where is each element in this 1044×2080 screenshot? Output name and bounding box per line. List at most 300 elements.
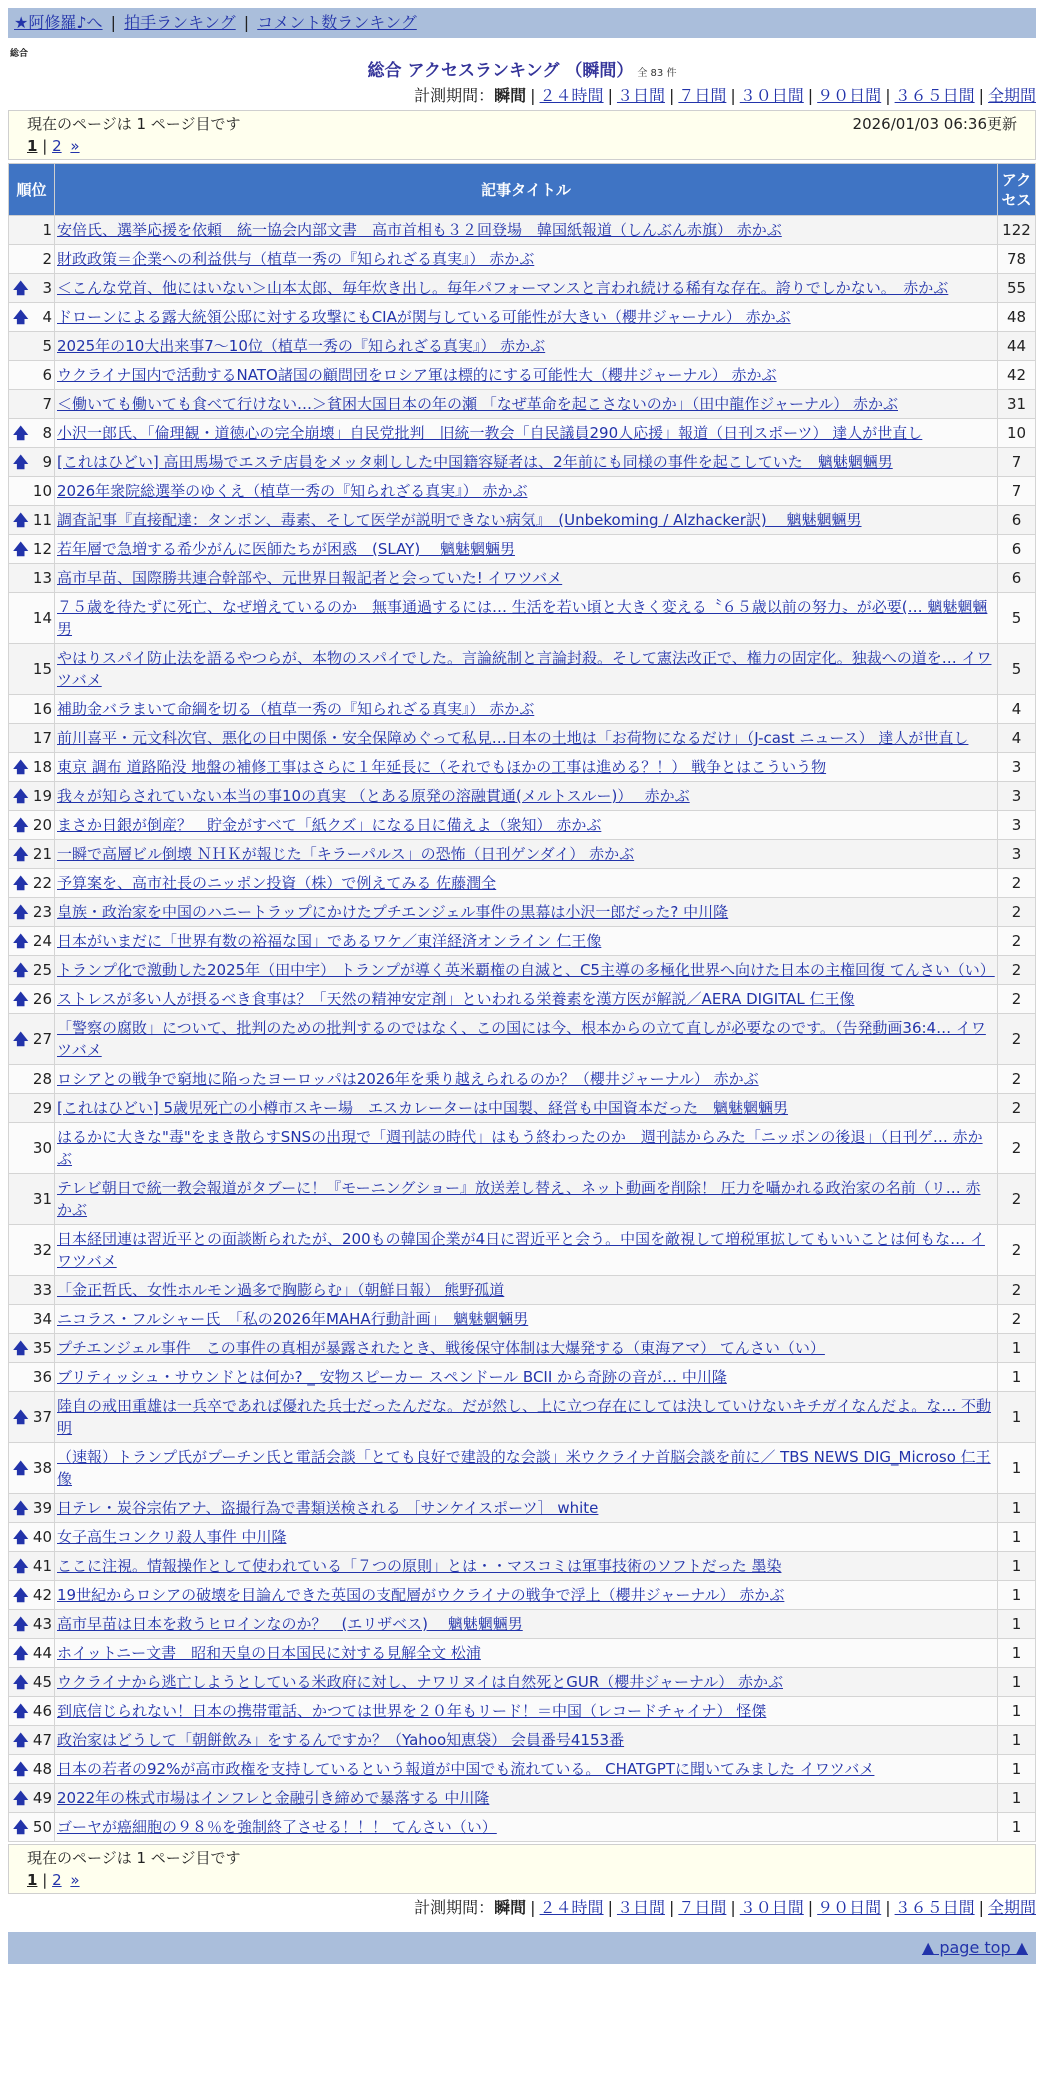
article-title-link[interactable]: 皇族・政治家を中国のハニートラップにかけたプチエンジェル事件の黒幕は小沢一郎だった? 中川隆 xyxy=(57,903,729,921)
rank-number: 21 xyxy=(32,845,52,863)
rank-cell xyxy=(9,724,55,753)
ranking-row xyxy=(9,782,1036,811)
period-option-link[interactable]: ７日間 xyxy=(678,1898,727,1917)
rank-number: 33 xyxy=(32,1281,52,1299)
rank-cell xyxy=(9,869,55,898)
title-cell xyxy=(55,1123,998,1174)
article-title-link[interactable]: 「警察の腐敗」について、批判のための批判するのではなく、この国には今、根本からの立て直しが必要なのです。（告発動画36:4… イワツバメ xyxy=(57,1019,986,1059)
rank-up-arrow-icon: 🡅 xyxy=(13,1702,29,1720)
rank-cell xyxy=(9,1014,55,1065)
rank-number: 43 xyxy=(32,1615,52,1633)
rank-cell xyxy=(9,1668,55,1697)
rank-number: 2 xyxy=(42,250,52,268)
access-count: 2 xyxy=(998,898,1036,927)
article-title-link[interactable]: （速報）トランプ氏がプーチン氏と電話会談「とても良好で建設的な会談」米ウクライナ首脳会談を前に／ TBS NEWS DIG_Microso 仁王像 xyxy=(57,1448,991,1488)
ranking-row xyxy=(9,216,1036,245)
period-label: 計測期間： xyxy=(414,1898,495,1917)
article-title-link[interactable]: 高市早苗は日本を救うヒロインなのか？ (エリザベス) 魑魅魍魎男 xyxy=(57,1615,523,1633)
ranking-row xyxy=(9,956,1036,985)
access-count: 7 xyxy=(998,477,1036,506)
ranking-row xyxy=(9,274,1036,303)
title-cell xyxy=(55,1443,998,1494)
rank-cell xyxy=(9,927,55,956)
rank-cell xyxy=(9,1784,55,1813)
page-link-2[interactable]: 2 xyxy=(52,1871,62,1889)
access-count: 48 xyxy=(998,303,1036,332)
article-title-link[interactable]: ブリティッシュ・サウンドとは何か? _ 安物スピーカー スペンドール BCII から奇跡の音が… 中川隆 xyxy=(57,1368,727,1386)
access-count: 1 xyxy=(998,1755,1036,1784)
rank-cell xyxy=(9,1552,55,1581)
ranking-row xyxy=(9,506,1036,535)
article-title-link[interactable]: 小沢一郎氏、「倫理観・道徳心の完全崩壊」自民党批判 旧統一教会「自民議員290人応援」報道（日刊スポーツ） 達人が世直し xyxy=(57,424,923,442)
rank-number: 27 xyxy=(32,1030,52,1048)
article-title-link[interactable]: 政治家はどうして「朝餅飲み」をするんですか？（Yahoo知恵袋） 会員番号4153番 xyxy=(57,1731,625,1749)
title-cell xyxy=(55,644,998,695)
title-cell xyxy=(55,1174,998,1225)
period-separator: | xyxy=(730,86,736,105)
title-cell xyxy=(55,564,998,593)
title-cell xyxy=(55,448,998,477)
access-count: 1 xyxy=(998,1363,1036,1392)
rank-column-header: 順位 xyxy=(9,164,55,216)
article-title-link[interactable]: 前川喜平・元文科次官、悪化の日中関係・安全保障めぐって私見…日本の土地は「お荷物になるだけ」（J-cast ニュース） 達人が世直し xyxy=(57,729,969,747)
article-title-link[interactable]: 一瞬で高層ビル倒壊 ＮＨＫが報じた「キラーパルス」の恐怖（日刊ゲンダイ） 赤かぶ xyxy=(57,845,635,863)
access-count: 2 xyxy=(998,869,1036,898)
period-option-link[interactable]: ２４時間 xyxy=(539,1898,604,1917)
rank-cell xyxy=(9,361,55,390)
ranking-row xyxy=(9,1494,1036,1523)
article-title-link[interactable]: 我々が知らされていない本当の事10の真実 （とある原発の溶融貫通(メルトスルー)） 赤かぶ xyxy=(57,787,690,805)
rank-up-arrow-icon: 🡅 xyxy=(13,1644,29,1662)
article-title-link[interactable]: ホイットニー文書 昭和天皇の日本国民に対する見解全文 松浦 xyxy=(57,1644,481,1662)
access-count: 6 xyxy=(998,506,1036,535)
title-cell xyxy=(55,1523,998,1552)
article-title-link[interactable]: ウクライナから逃亡しようとしている米政府に対し、ナワリヌイは自然死とGUR（櫻井ジャーナル） 赤かぶ xyxy=(57,1673,783,1691)
period-current: 瞬間 xyxy=(494,1898,527,1917)
rank-number: 50 xyxy=(32,1818,52,1836)
title-cell xyxy=(55,1755,998,1784)
access-count: 5 xyxy=(998,593,1036,644)
article-title-link[interactable]: ＜こんな党首、他にはいない＞山本太郎、毎年炊き出し。毎年パフォーマンスと言われ続ける稀有な存在。誇りでしかない。 赤かぶ xyxy=(57,279,949,297)
article-title-link[interactable]: 若年層で急増する希少がんに医師たちが困惑 (SLAY) 魑魅魍魎男 xyxy=(57,540,515,558)
period-option-link[interactable]: 全期間 xyxy=(987,1898,1036,1917)
access-count: 1 xyxy=(998,1552,1036,1581)
article-title-link[interactable]: 日本の若者の92%が高市政権を支持しているという報道が中国でも流れている。 CHATGPTに聞いてみました イワツバメ xyxy=(57,1760,875,1778)
access-count: 2 xyxy=(998,1174,1036,1225)
rank-up-arrow-icon: 🡅 xyxy=(13,1408,29,1426)
period-option-link[interactable]: ３０日間 xyxy=(739,86,804,105)
rank-cell xyxy=(9,1581,55,1610)
rank-up-arrow-icon: 🡅 xyxy=(13,1499,29,1517)
article-title-link[interactable]: やはりスパイ防止法を語るやつらが、本物のスパイでした。言論統制と言論封殺。そして憲法改正で、権力の固定化。独裁への道を… イワツバメ xyxy=(57,649,992,689)
article-title-link[interactable]: 2022年の株式市場はインフレと金融引き締めで暴落する 中川隆 xyxy=(57,1789,490,1807)
article-title-link[interactable]: プチエンジェル事件 この事件の真相が暴露されたとき、戦後保守体制は大爆発する（東海アマ） てんさい（い） xyxy=(57,1339,825,1357)
rank-number: 38 xyxy=(32,1459,52,1477)
article-title-link[interactable]: 日本経団連は習近平との面談断られたが、200もの韓国企業が4日に習近平と会う。中国を敵視して増税軍拡してもいいことは何もな… イワツバメ xyxy=(57,1230,985,1270)
rank-up-arrow-icon: 🡅 xyxy=(13,540,29,558)
article-title-link[interactable]: 財政政策＝企業への利益供与（植草一秀の『知られざる真実』） 赤かぶ xyxy=(57,250,535,268)
rank-cell xyxy=(9,1697,55,1726)
rank-number: 28 xyxy=(32,1070,52,1088)
ranking-row xyxy=(9,1813,1036,1842)
access-count: 10 xyxy=(998,419,1036,448)
rank-number: 5 xyxy=(42,337,52,355)
rank-up-arrow-icon: 🡅 xyxy=(13,961,29,979)
article-title-link[interactable]: 調査記事『直接配達：タンポン、毒素、そして医学が説明できない病気』 (Unbekoming / Alzhacker訳) 魑魅魍魎男 xyxy=(57,511,862,529)
total-count: 全 83 件 xyxy=(637,68,677,79)
title-cell xyxy=(55,1639,998,1668)
rank-cell xyxy=(9,898,55,927)
article-title-link[interactable]: ここに注視。情報操作として使われている「７つの原則」とは・・マスコミは軍事技術のソフトだった 墨染 xyxy=(57,1557,782,1575)
top-navigation xyxy=(8,8,1036,38)
article-title-link[interactable]: 到底信じられない！日本の携帯電話、かつては世界を２０年もリード！＝中国（レコードチャイナ） 怪傑 xyxy=(57,1702,767,1720)
rank-cell xyxy=(9,245,55,274)
rank-up-arrow-icon: 🡅 xyxy=(13,453,29,471)
rank-cell xyxy=(9,1305,55,1334)
access-count: 5 xyxy=(998,644,1036,695)
title-cell xyxy=(55,1813,998,1842)
rank-cell xyxy=(9,1392,55,1443)
page-separator: | xyxy=(42,137,48,155)
rank-number: 17 xyxy=(32,729,52,747)
pager-bottom xyxy=(8,1844,1036,1894)
ranking-row xyxy=(9,1123,1036,1174)
access-count: 2 xyxy=(998,1014,1036,1065)
ranking-row xyxy=(9,695,1036,724)
title-cell xyxy=(55,535,998,564)
period-option-link[interactable]: ３日間 xyxy=(616,86,665,105)
access-count: 1 xyxy=(998,1610,1036,1639)
title-cell xyxy=(55,1276,998,1305)
rank-cell xyxy=(9,477,55,506)
rank-cell xyxy=(9,753,55,782)
rank-number: 16 xyxy=(32,700,52,718)
access-count: 2 xyxy=(998,1225,1036,1276)
ranking-row xyxy=(9,361,1036,390)
title-cell xyxy=(55,419,998,448)
title-column-header: 記事タイトル xyxy=(55,164,998,216)
ranking-row xyxy=(9,811,1036,840)
access-count: 6 xyxy=(998,535,1036,564)
access-count: 2 xyxy=(998,1123,1036,1174)
rank-number: 23 xyxy=(32,903,52,921)
period-option-link[interactable]: ３６５日間 xyxy=(894,1898,975,1917)
access-count: 1 xyxy=(998,1581,1036,1610)
title-cell xyxy=(55,1726,998,1755)
rank-number: 3 xyxy=(42,279,52,297)
access-count: 78 xyxy=(998,245,1036,274)
title-cell xyxy=(55,332,998,361)
page-title xyxy=(0,60,1044,85)
article-title-link[interactable]: 2026年衆院総選挙のゆくえ（植草一秀の『知られざる真実』） 赤かぶ xyxy=(57,482,528,500)
rank-number: 9 xyxy=(42,453,52,471)
period-option-link[interactable]: ７日間 xyxy=(678,86,727,105)
ranking-row xyxy=(9,1639,1036,1668)
rank-cell xyxy=(9,506,55,535)
page-links xyxy=(27,135,1017,157)
article-title-link[interactable]: 安倍氏、選挙応援を依頼 統一協会内部文書 高市首相も３２回登場 韓国紙報道（しんぶん赤旗） 赤かぶ xyxy=(57,221,782,239)
access-count: 1 xyxy=(998,1784,1036,1813)
article-title-link[interactable]: 日テレ・炭谷宗佑アナ、盗撮行為で書類送検される ［サンケイスポーツ］ white xyxy=(57,1499,599,1517)
article-title-link[interactable]: [これはひどい] 高田馬場でエステ店員をメッタ刺しした中国籍容疑者は、2年前にも同様の事件を起こしていた 魑魅魍魎男 xyxy=(57,453,893,471)
rank-number: 26 xyxy=(32,990,52,1008)
rank-number: 49 xyxy=(32,1789,52,1807)
rank-number: 37 xyxy=(32,1408,52,1426)
rank-cell xyxy=(9,1065,55,1094)
rank-up-arrow-icon: 🡅 xyxy=(13,1760,29,1778)
rank-number: 1 xyxy=(42,221,52,239)
title-cell xyxy=(55,593,998,644)
ranking-row xyxy=(9,1305,1036,1334)
rank-cell xyxy=(9,1523,55,1552)
ranking-row xyxy=(9,564,1036,593)
ranking-row xyxy=(9,985,1036,1014)
ranking-row xyxy=(9,477,1036,506)
page-current: 1 xyxy=(27,137,38,155)
page-link-2[interactable]: 2 xyxy=(52,137,62,155)
period-option-link[interactable]: ９０日間 xyxy=(817,86,882,105)
updated-timestamp: 2026/01/03 06:36更新 xyxy=(852,115,1017,133)
article-title-link[interactable]: 予算案を、高市社長のニッポン投資（株）で例えてみる 佐藤潤全 xyxy=(57,874,497,892)
rank-number: 35 xyxy=(32,1339,52,1357)
access-count: 3 xyxy=(998,811,1036,840)
rank-number: 30 xyxy=(32,1139,52,1157)
access-count: 1 xyxy=(998,1443,1036,1494)
ranking-row xyxy=(9,448,1036,477)
title-cell xyxy=(55,1334,998,1363)
ranking-row xyxy=(9,869,1036,898)
rank-cell xyxy=(9,332,55,361)
rank-up-arrow-icon: 🡅 xyxy=(13,1789,29,1807)
rank-up-arrow-icon: 🡅 xyxy=(13,279,29,297)
rank-up-arrow-icon: 🡅 xyxy=(13,990,29,1008)
access-count: 1 xyxy=(998,1334,1036,1363)
rank-cell xyxy=(9,1363,55,1392)
ranking-row xyxy=(9,1014,1036,1065)
ranking-row xyxy=(9,1334,1036,1363)
rank-up-arrow-icon: 🡅 xyxy=(13,308,29,326)
rank-number: 4 xyxy=(42,308,52,326)
article-title-link[interactable]: 東京 調布 道路陥没 地盤の補修工事はさらに１年延長に（それでもほかの工事は進める？！） 戦争とはこういう物 xyxy=(57,758,827,776)
breadcrumb: 総合 xyxy=(10,49,29,59)
article-title-link[interactable]: 補助金バラまいて命綱を切る（植草一秀の『知られざる真実』） 赤かぶ xyxy=(57,700,535,718)
page-current: 1 xyxy=(27,1871,38,1889)
rank-cell xyxy=(9,564,55,593)
rank-up-arrow-icon: 🡅 xyxy=(13,1586,29,1604)
rank-up-arrow-icon: 🡅 xyxy=(13,932,29,950)
access-count: 55 xyxy=(998,274,1036,303)
article-title-link[interactable]: まさか日銀が倒産？ 貯金がすべて「紙クズ」になる日に備えよ（衆知） 赤かぶ xyxy=(57,816,602,834)
rank-number: 32 xyxy=(32,1241,52,1259)
period-selector-bottom xyxy=(414,1898,1036,1918)
ranking-row xyxy=(9,644,1036,695)
title-cell xyxy=(55,695,998,724)
article-title-link[interactable]: 陸自の戒田重雄は一兵卒であれば優れた兵士だったんだな。だが然し、上に立つ存在にしては決していけないキチガイなんだよ。な… 不動明 xyxy=(57,1397,992,1437)
rank-number: 6 xyxy=(42,366,52,384)
access-count: 1 xyxy=(998,1668,1036,1697)
title-cell xyxy=(55,753,998,782)
title-cell xyxy=(55,1784,998,1813)
article-title-link[interactable]: ストレスが多い人が摂るべき食事は？「天然の精神安定剤」といわれる栄養素を漢方医が解説／AERA DIGITAL 仁王像 xyxy=(57,990,855,1008)
title-cell xyxy=(55,840,998,869)
ranking-row xyxy=(9,1581,1036,1610)
rank-number: 15 xyxy=(32,660,52,678)
article-title-link[interactable]: 高市早苗、国際勝共連合幹部や、元世界日報記者と会っていた! イワツバメ xyxy=(57,569,563,587)
clap-ranking-link[interactable]: 拍手ランキング xyxy=(124,13,236,32)
title-cell xyxy=(55,361,998,390)
title-cell xyxy=(55,1363,998,1392)
period-separator: | xyxy=(730,1898,736,1917)
rank-cell xyxy=(9,303,55,332)
article-title-link[interactable]: ＜働いても働いても食べて行けない…＞貧困大国日本の年の瀬 「なぜ革命を起こさないのか」（田中龍作ジャーナル） 赤かぶ xyxy=(57,395,898,413)
rank-number: 12 xyxy=(32,540,52,558)
rank-up-arrow-icon: 🡅 xyxy=(13,1528,29,1546)
period-separator: | xyxy=(668,86,675,105)
rank-up-arrow-icon: 🡅 xyxy=(13,787,29,805)
rank-number: 14 xyxy=(32,609,52,627)
period-option-link[interactable]: ３６５日間 xyxy=(894,86,975,105)
access-count: 3 xyxy=(998,840,1036,869)
ranking-row xyxy=(9,1174,1036,1225)
title-cell xyxy=(55,303,998,332)
title-cell xyxy=(55,927,998,956)
ranking-row xyxy=(9,1697,1036,1726)
article-title-link[interactable]: はるかに大きな"毒"をまき散らすSNSの出現で「週刊誌の時代」はもう終わったのか 週刊誌からみた「ニッポンの後退」（日刊ゲ… 赤かぶ xyxy=(57,1128,983,1168)
rank-number: 48 xyxy=(32,1760,52,1778)
rank-number: 40 xyxy=(32,1528,52,1546)
rank-number: 25 xyxy=(32,961,52,979)
access-count: 3 xyxy=(998,782,1036,811)
article-title-link[interactable]: ニコラス・フルシャー氏 「私の2026年MAHA行動計画」 魑魅魍魎男 xyxy=(57,1310,529,1328)
next-page-link[interactable]: » xyxy=(70,137,80,155)
page-info: 現在のページは 1 ページ目です xyxy=(27,1849,241,1867)
rank-cell xyxy=(9,1443,55,1494)
ranking-row xyxy=(9,898,1036,927)
page-info: 現在のページは 1 ページ目です xyxy=(27,115,241,133)
rank-cell xyxy=(9,419,55,448)
rank-up-arrow-icon: 🡅 xyxy=(13,1557,29,1575)
rank-cell xyxy=(9,593,55,644)
title-cell xyxy=(55,1305,998,1334)
ranking-row xyxy=(9,1443,1036,1494)
period-option-link[interactable]: ２４時間 xyxy=(539,86,604,105)
article-title-link[interactable]: 「金正哲氏、女性ホルモン過多で胸膨らむ」（朝鮮日報） 熊野孤道 xyxy=(57,1281,505,1299)
footer-bar xyxy=(8,1932,1036,1964)
rank-cell xyxy=(9,216,55,245)
title-cell xyxy=(55,477,998,506)
period-separator: | xyxy=(978,86,984,105)
ranking-table xyxy=(8,163,1036,1842)
rank-number: 47 xyxy=(32,1731,52,1749)
access-count: 3 xyxy=(998,753,1036,782)
rank-cell xyxy=(9,1174,55,1225)
rank-number: 22 xyxy=(32,874,52,892)
title-cell xyxy=(55,1581,998,1610)
rank-number: 18 xyxy=(32,758,52,776)
rank-up-arrow-icon: 🡅 xyxy=(13,1673,29,1691)
ranking-row xyxy=(9,1755,1036,1784)
period-current: 瞬間 xyxy=(494,86,527,105)
access-count: 2 xyxy=(998,1276,1036,1305)
page-top-link[interactable]: ▲ page top ▲ xyxy=(921,1938,1028,1957)
rank-cell xyxy=(9,390,55,419)
access-count: 1 xyxy=(998,1494,1036,1523)
period-option-link[interactable]: ３０日間 xyxy=(739,1898,804,1917)
period-option-link[interactable]: 全期間 xyxy=(987,86,1036,105)
ranking-row xyxy=(9,1668,1036,1697)
title-cell xyxy=(55,1668,998,1697)
rank-number: 8 xyxy=(42,424,52,442)
period-separator: | xyxy=(530,86,536,105)
rank-cell xyxy=(9,1094,55,1123)
article-title-link[interactable]: 2025年の10大出来事7～10位（植草一秀の『知られざる真実』） 赤かぶ xyxy=(57,337,546,355)
title-cell xyxy=(55,1225,998,1276)
period-separator: | xyxy=(978,1898,984,1917)
period-separator: | xyxy=(530,1898,536,1917)
period-option-link[interactable]: ９０日間 xyxy=(817,1898,882,1917)
ranking-row xyxy=(9,1225,1036,1276)
title-cell xyxy=(55,245,998,274)
title-cell xyxy=(55,1065,998,1094)
ranking-row xyxy=(9,1610,1036,1639)
ranking-row xyxy=(9,419,1036,448)
rank-up-arrow-icon: 🡅 xyxy=(13,1339,29,1357)
rank-cell xyxy=(9,644,55,695)
title-cell xyxy=(55,1610,998,1639)
comment-ranking-link[interactable]: コメント数ランキング xyxy=(257,13,417,32)
article-title-link[interactable]: ドローンによる露大統領公邸に対する攻撃にもCIAが関与している可能性が大きい（櫻井ジャーナル） 赤かぶ xyxy=(57,308,791,326)
article-title-link[interactable]: [これはひどい] 5歳児死亡の小樽市スキー場 エスカレーターは中国製、経営も中国資本だった 魑魅魍魎男 xyxy=(57,1099,789,1117)
access-count: 2 xyxy=(998,956,1036,985)
title-cell xyxy=(55,390,998,419)
period-option-link[interactable]: ３日間 xyxy=(616,1898,665,1917)
article-title-link[interactable]: トランプ化で激動した2025年（田中宇） トランプが導く英米覇権の自滅と、C5主導の多極化世界へ向けた日本の主権回復 てんさい（い） xyxy=(57,961,995,979)
access-count: 2 xyxy=(998,1094,1036,1123)
ranking-row xyxy=(9,1276,1036,1305)
rank-up-arrow-icon: 🡅 xyxy=(13,874,29,892)
rank-up-arrow-icon: 🡅 xyxy=(13,1731,29,1749)
rank-up-arrow-icon: 🡅 xyxy=(13,903,29,921)
rank-cell xyxy=(9,782,55,811)
period-separator: | xyxy=(607,86,613,105)
article-title-link[interactable]: テレビ朝日で統一教会報道がタブーに！『モーニングショー』放送差し替え、ネット動画を削除！ 圧力を囁かれる政治家の名前（リ… 赤かぶ xyxy=(57,1179,981,1219)
rank-number: 34 xyxy=(32,1310,52,1328)
access-count: 2 xyxy=(998,1305,1036,1334)
article-title-link[interactable]: ロシアとの戦争で窮地に陥ったヨーロッパは2026年を乗り越えられるのか？（櫻井ジャーナル） 赤かぶ xyxy=(57,1070,759,1088)
ranking-row xyxy=(9,245,1036,274)
title-cell xyxy=(55,869,998,898)
article-title-link[interactable]: 19世紀からロシアの破壊を目論んできた英国の支配層がウクライナの戦争で浮上（櫻井ジャーナル） 赤かぶ xyxy=(57,1586,785,1604)
title-cell xyxy=(55,724,998,753)
access-count: 44 xyxy=(998,332,1036,361)
ranking-title: 総合 アクセスランキング （瞬間） xyxy=(367,61,634,81)
rank-number: 46 xyxy=(32,1702,52,1720)
rank-number: 42 xyxy=(32,1586,52,1604)
next-page-link[interactable]: » xyxy=(70,1871,80,1889)
article-title-link[interactable]: 女子高生コンクリ殺人事件 中川隆 xyxy=(57,1528,287,1546)
article-title-link[interactable]: ７５歳を待たずに死亡、なぜ増えているのか 無事通過するには… 生活を若い頃と大きく変える〝６５歳以前の努力〟が必要(… 魑魅魍魎男 xyxy=(57,598,988,638)
article-title-link[interactable]: 日本がいまだに「世界有数の裕福な国」であるワケ／東洋経済オンライン 仁王像 xyxy=(57,932,602,950)
ranking-row xyxy=(9,1726,1036,1755)
nav-separator: | xyxy=(110,13,117,32)
nav-separator: | xyxy=(243,13,250,32)
article-title-link[interactable]: ウクライナ国内で活動するNATO諸国の顧問団をロシア軍は標的にする可能性大（櫻井ジャーナル） 赤かぶ xyxy=(57,366,777,384)
site-home-link[interactable]: ★阿修羅♪へ xyxy=(14,13,103,32)
period-separator: | xyxy=(885,1898,891,1917)
rank-number: 41 xyxy=(32,1557,52,1575)
article-title-link[interactable]: ゴーヤが癌細胞の９８％を強制終了させる！！！ てんさい（い） xyxy=(57,1818,497,1836)
rank-up-arrow-icon: 🡅 xyxy=(13,1818,29,1836)
